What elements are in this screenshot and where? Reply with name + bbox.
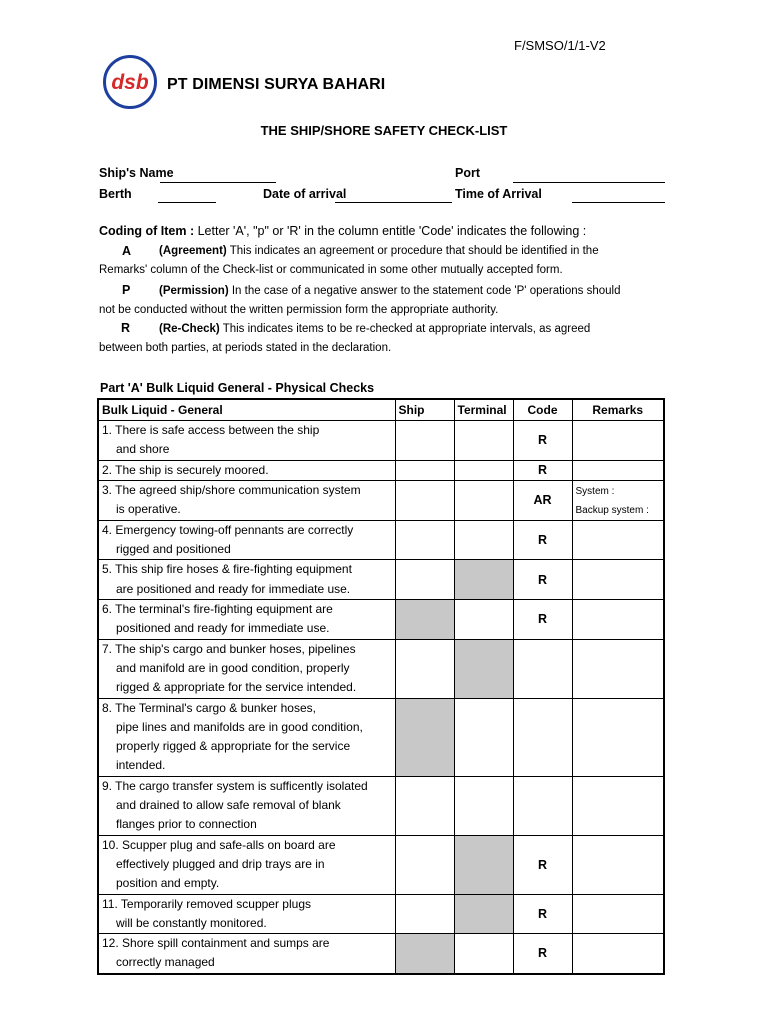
- table-row: [98, 934, 664, 974]
- table-row: [98, 698, 664, 776]
- remarks-cell[interactable]: [572, 934, 664, 974]
- time-of-arrival-label: Time of Arrival: [455, 187, 542, 201]
- company-name: PT DIMENSI SURYA BAHARI: [167, 76, 386, 93]
- code-cell: R: [513, 934, 572, 974]
- terminal-check-cell[interactable]: [454, 698, 513, 776]
- code-r-text2: between both parties, at periods stated in the declaration.: [99, 342, 392, 354]
- terminal-check-cell[interactable]: [454, 421, 513, 461]
- item-line: will be constantly monitored.: [116, 915, 267, 930]
- item-description: [98, 835, 395, 894]
- item-line: 10. Scupper plug and safe-alls on board are: [102, 837, 336, 852]
- code-cell: R: [513, 560, 572, 600]
- item-line: flanges prior to connection: [116, 817, 257, 832]
- ship-check-cell[interactable]: [395, 421, 454, 461]
- part-a-title: Part 'A' Bulk Liquid General - Physical Checks: [100, 381, 375, 395]
- table-row: [98, 421, 664, 461]
- header-remarks: Remarks: [572, 399, 664, 421]
- company-logo: [102, 54, 158, 110]
- item-line: 9. The cargo transfer system is sufficently isolated: [102, 778, 368, 793]
- item-description: [98, 698, 395, 776]
- item-line: rigged and positioned: [116, 542, 231, 557]
- code-cell: R: [513, 421, 572, 461]
- item-line: positioned and ready for immediate use.: [116, 621, 330, 636]
- terminal-check-cell[interactable]: [454, 520, 513, 560]
- table-row: [98, 835, 664, 894]
- document-code: F/SMSO/1/1-V2: [514, 38, 606, 53]
- table-row: [98, 894, 664, 934]
- item-line: 4. Emergency towing-off pennants are correctly: [102, 522, 354, 537]
- ship-check-cell[interactable]: [395, 835, 454, 894]
- port-field[interactable]: [513, 182, 665, 183]
- table-row: [98, 460, 664, 480]
- remarks-line: Backup system :: [575, 504, 649, 516]
- checklist-table: [97, 398, 665, 975]
- code-a-letter: A: [122, 244, 132, 258]
- item-description: [98, 560, 395, 600]
- ship-check-cell: [395, 698, 454, 776]
- code-cell: [513, 776, 572, 835]
- ship-check-cell[interactable]: [395, 520, 454, 560]
- item-description: [98, 460, 395, 480]
- code-p-letter: P: [122, 283, 131, 297]
- remarks-cell[interactable]: [572, 639, 664, 698]
- remarks-cell[interactable]: [572, 460, 664, 480]
- item-description: [98, 639, 395, 698]
- coding-intro-bold: Coding of Item :: [99, 224, 195, 238]
- coding-intro: [99, 224, 671, 238]
- item-description: [98, 600, 395, 640]
- ships-name-field[interactable]: [160, 182, 276, 183]
- ship-check-cell[interactable]: [395, 776, 454, 835]
- item-line: properly rigged & appropriate for the service: [116, 739, 351, 754]
- code-r-text1: This indicates items to be re-checked at appropriate intervals, as agreed: [219, 323, 591, 335]
- item-line: 3. The agreed ship/shore communication system: [102, 483, 361, 498]
- remarks-line: System :: [575, 485, 615, 497]
- remarks-cell[interactable]: [572, 600, 664, 640]
- code-cell: [513, 639, 572, 698]
- table-row: [98, 600, 664, 640]
- item-line: 12. Shore spill containment and sumps are: [102, 936, 330, 951]
- remarks-cell[interactable]: [572, 698, 664, 776]
- terminal-check-cell[interactable]: [454, 776, 513, 835]
- remarks-cell[interactable]: [572, 421, 664, 461]
- header-ship: Ship: [395, 399, 454, 421]
- item-description: [98, 934, 395, 974]
- code-a-text2: Remarks' column of the Check-list or communicated in some other mutually accepted form.: [99, 264, 563, 276]
- item-line: 8. The Terminal's cargo & bunker hoses,: [102, 700, 316, 715]
- item-line: are positioned and ready for immediate use.: [116, 581, 351, 596]
- code-a-text1: This indicates an agreement or procedure that should be identified in the: [226, 245, 599, 257]
- item-description: [98, 776, 395, 835]
- port-label: Port: [455, 166, 480, 180]
- remarks-cell[interactable]: [572, 894, 664, 934]
- document-title: THE SHIP/SHORE SAFETY CHECK-LIST: [260, 123, 508, 138]
- terminal-check-cell[interactable]: [454, 600, 513, 640]
- item-line: 1. There is safe access between the ship: [102, 423, 320, 437]
- ship-check-cell[interactable]: [395, 894, 454, 934]
- code-cell: R: [513, 520, 572, 560]
- item-line: position and empty.: [116, 876, 220, 891]
- terminal-check-cell[interactable]: [454, 480, 513, 520]
- item-line: correctly managed: [116, 955, 215, 970]
- berth-field[interactable]: [158, 202, 216, 203]
- date-of-arrival-label: Date of arrival: [263, 187, 347, 201]
- ships-name-label: Ship's Name: [99, 166, 174, 180]
- item-line: and manifold are in good condition, properly: [116, 660, 350, 675]
- item-line: 11. Temporarily removed scupper plugs: [102, 896, 311, 911]
- item-line: rigged & appropriate for the service intended.: [116, 680, 357, 695]
- ship-check-cell[interactable]: [395, 460, 454, 480]
- code-p-text1: In the case of a negative answer to the statement code 'P' operations should: [228, 285, 621, 297]
- item-line: intended.: [116, 758, 166, 773]
- code-p-description: [99, 282, 671, 320]
- terminal-check-cell: [454, 835, 513, 894]
- code-r-description: [99, 320, 671, 358]
- code-p-text2: not be conducted without the written permission form the appropriate authority.: [99, 304, 499, 316]
- terminal-check-cell: [454, 639, 513, 698]
- terminal-check-cell: [454, 894, 513, 934]
- ship-check-cell[interactable]: [395, 480, 454, 520]
- code-cell: R: [513, 894, 572, 934]
- header-item: Bulk Liquid - General: [98, 399, 395, 421]
- item-line: 5. This ship fire hoses & fire-fighting equipment: [102, 562, 352, 577]
- ship-check-cell[interactable]: [395, 639, 454, 698]
- table-row: [98, 520, 664, 560]
- remarks-cell[interactable]: [572, 480, 664, 520]
- table-row: [98, 639, 664, 698]
- remarks-cell[interactable]: [572, 776, 664, 835]
- item-line: is operative.: [116, 502, 181, 517]
- code-cell: R: [513, 600, 572, 640]
- ship-check-cell: [395, 600, 454, 640]
- item-description: [98, 480, 395, 520]
- table-header-row: [98, 399, 664, 421]
- code-cell: [513, 698, 572, 776]
- code-r-letter: R: [121, 321, 131, 335]
- table-row: [98, 480, 664, 520]
- terminal-check-cell[interactable]: [454, 934, 513, 974]
- terminal-check-cell: [454, 560, 513, 600]
- ship-check-cell: [395, 934, 454, 974]
- item-line: 6. The terminal's fire-fighting equipment are: [102, 602, 333, 617]
- table-row: [98, 776, 664, 835]
- item-description: [98, 894, 395, 934]
- header-code: Code: [513, 399, 572, 421]
- remarks-cell[interactable]: [572, 560, 664, 600]
- item-line: effectively plugged and drip trays are in: [116, 856, 325, 871]
- item-line: and drained to allow safe removal of blank: [116, 798, 341, 813]
- terminal-check-cell[interactable]: [454, 460, 513, 480]
- berth-label: Berth: [99, 187, 132, 201]
- item-line: 2. The ship is securely moored.: [102, 462, 269, 477]
- code-a-bold: (Agreement): [159, 245, 227, 257]
- item-line: 7. The ship's cargo and bunker hoses, pipelines: [102, 641, 356, 656]
- code-a-description: [99, 242, 671, 280]
- time-of-arrival-field[interactable]: [572, 202, 665, 203]
- item-description: [98, 421, 395, 461]
- table-row: [98, 560, 664, 600]
- code-cell: AR: [513, 480, 572, 520]
- coding-intro-text: Letter 'A', "p" or 'R' in the column entitle 'Code' indicates the following :: [194, 224, 587, 238]
- item-description: [98, 520, 395, 560]
- remarks-cell[interactable]: [572, 520, 664, 560]
- header-terminal: Terminal: [454, 399, 513, 421]
- item-line: and shore: [116, 442, 170, 457]
- item-line: pipe lines and manifolds are in good condition,: [116, 719, 363, 734]
- code-p-bold: (Permission): [159, 285, 229, 297]
- code-cell: R: [513, 460, 572, 480]
- code-r-bold: (Re-Check): [159, 323, 220, 335]
- ship-check-cell[interactable]: [395, 560, 454, 600]
- remarks-cell[interactable]: [572, 835, 664, 894]
- date-of-arrival-field[interactable]: [335, 202, 452, 203]
- svg-text:dsb: dsb: [111, 71, 149, 94]
- code-cell: R: [513, 835, 572, 894]
